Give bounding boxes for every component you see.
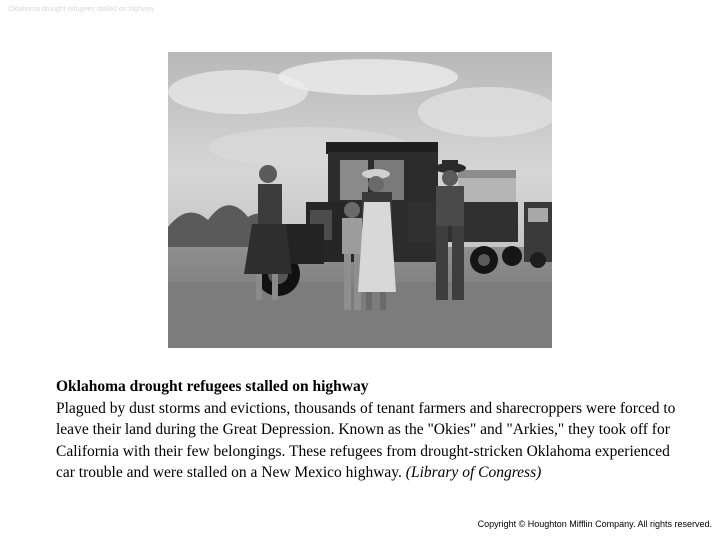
caption-credit: (Library of Congress) <box>405 464 542 481</box>
caption-body: Plagued by dust storms and evictions, thousands of tenant farmers and sharecroppers were forced to leave their land during the Great Depression. Known as the "Okies" and "Arkies," they took off for California with their few belongings. These refugees from drought-stricken Oklahoma experienced car trouble and were stalled on a New Mexico highway. <box>56 399 676 481</box>
second-truck <box>524 202 552 268</box>
slide-header-title: Oklahoma drought refugees stalled on highway <box>8 6 155 13</box>
caption-title: Oklahoma drought refugees stalled on highway <box>56 378 369 395</box>
historical-photograph <box>168 52 552 348</box>
copyright-notice: Copyright © Houghton Mifflin Company. All rights reserved. <box>477 519 712 529</box>
photo-illustration <box>168 52 552 348</box>
photo-caption <box>56 376 686 484</box>
